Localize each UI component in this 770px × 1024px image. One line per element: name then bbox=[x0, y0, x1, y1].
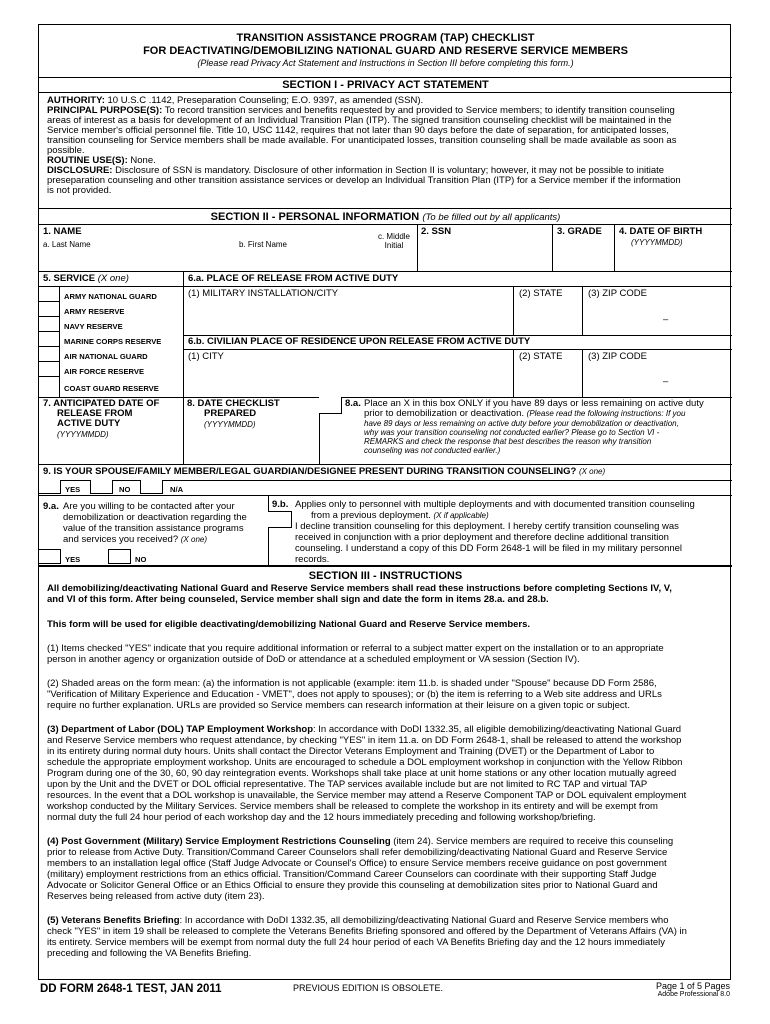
item9b-line3: I decline transition counseling for this deployment. I hereby certify transition counseling was bbox=[295, 521, 679, 532]
page-number: Page 1 of 5 Pages bbox=[655, 981, 730, 991]
instruction4-line2: prior to release from Active Duty. Transition/Command Career Counselors shall refer demobilizing/deactivating National Guard and Reserve Service bbox=[47, 847, 668, 858]
middle-initial-label-2: Initial bbox=[384, 241, 404, 250]
item8a-line2 bbox=[364, 409, 685, 420]
item9-no-label: NO bbox=[119, 485, 131, 494]
installation-input[interactable] bbox=[187, 302, 509, 332]
routine-label: ROUTINE USE(S): bbox=[47, 155, 128, 166]
item8a-line2-text: prior to demobilization or deactivation. bbox=[364, 408, 525, 419]
middle-initial-label-1: c. Middle bbox=[377, 232, 410, 241]
release-place-label: 6.a. PLACE OF RELEASE FROM ACTIVE DUTY bbox=[188, 273, 399, 284]
section2-title-text: SECTION II - PERSONAL INFORMATION bbox=[210, 211, 420, 223]
instruction2-line2: "Verification of Military Experience and Education - VMET", does not apply to spouses); or (b) the item is referring to a Web site address and URLs bbox=[47, 689, 662, 700]
last-name-label: a. Last Name bbox=[43, 240, 91, 249]
item9-question bbox=[43, 467, 605, 478]
instruction5-line3: its entirety. Service members will be exempt from normal duty the full 24 hour period of each VA Benefits Briefing day and the 12 hours immediately bbox=[47, 937, 665, 948]
civilian-place-label: 6.b. CIVILIAN PLACE OF RESIDENCE UPON RELEASE FROM ACTIVE DUTY bbox=[188, 336, 531, 347]
instruction3-line9: normal duty the full 24 hour period of each workshop day and the 12 hours immediately preceding and following workshop/briefing. bbox=[47, 812, 596, 823]
purpose-line2: areas of interest as a basis for development of an Individual Transition Plan (ITP). The signed transition counseling checklist will be maintained in the bbox=[47, 115, 672, 126]
divider bbox=[417, 224, 418, 271]
purpose-line3: Service member's official personnel file. Title 10, USC 1142, requires that not later than 90 days before the date of separation, for anticipated losses, bbox=[47, 125, 669, 136]
disclosure-line3: is not provided. bbox=[47, 185, 112, 196]
item9-na-checkbox[interactable] bbox=[140, 480, 163, 494]
ssn-input[interactable] bbox=[421, 251, 549, 269]
state-input-2[interactable] bbox=[517, 365, 579, 395]
divider bbox=[582, 349, 583, 397]
obsolete-notice: PREVIOUS EDITION IS OBSOLETE. bbox=[293, 983, 444, 993]
instruction5-line2: check "YES" in item 19 shall be released to complete the Veterans Benefits Briefing sponsored and offered by the Department of Veterans Affairs (VA) in bbox=[47, 926, 687, 937]
divider bbox=[268, 495, 269, 565]
item9-na-label: N/A bbox=[170, 485, 184, 494]
section3-title: SECTION III - INSTRUCTIONS bbox=[308, 570, 463, 582]
divider bbox=[39, 92, 732, 93]
section2-title-note: (To be filled out by all applicants) bbox=[422, 212, 561, 223]
item9b-checkbox[interactable] bbox=[268, 511, 292, 528]
item9b-line1: Applies only to personnel with multiple deployments and with documented transition counseling bbox=[295, 499, 695, 510]
item8a-line5: REMARKS and check the response that best describes the reason why transition bbox=[364, 437, 652, 446]
item9-text: 9. IS YOUR SPOUSE/FAMILY MEMBER/LEGAL GUARDIAN/DESIGNEE PRESENT DURING TRANSITION COUNSELING? bbox=[43, 466, 577, 477]
item9a-line1: Are you willing to be contacted after your bbox=[63, 501, 235, 512]
instruction2-line3: require no further explanation. URLs are provided so Service members can research information at their leisure on a given topic or subject. bbox=[47, 700, 630, 711]
grade-label: 3. GRADE bbox=[557, 226, 602, 237]
checkbox-army-national-guard[interactable] bbox=[39, 287, 60, 302]
item9b-line2-text: from a previous deployment. bbox=[311, 510, 431, 521]
item7-line2: RELEASE FROM bbox=[57, 408, 133, 419]
item9b-line2 bbox=[311, 511, 489, 522]
item9a-no-checkbox[interactable] bbox=[108, 549, 131, 564]
instruction3-line4: schedule the appropriate employment workshop. Units are encouraged to schedule a DOL employment workshop in conjunction with the Yellow Ribbon bbox=[47, 757, 683, 768]
divider bbox=[39, 77, 732, 78]
instruction3-line6: upon by the Unit and the DVET or DOL official representative. The TAP services available include but are not limited to RC TAP and virtual TAP bbox=[47, 779, 648, 790]
purpose-line5: possible. bbox=[47, 145, 85, 156]
dob-format: (YYYYMMDD) bbox=[631, 238, 683, 247]
divider bbox=[39, 224, 732, 225]
instruction3-line1 bbox=[47, 725, 681, 736]
instruction3-line3: in its entirety during normal duty hours. Units shall contact the Director Veterans Employment and Training (DVET) or the Department of Labor to bbox=[47, 746, 655, 757]
instruction1-line1: (1) Items checked "YES" indicate that you require additional information or referral to a subject matter expert on the installation or to an appropriate bbox=[47, 643, 664, 654]
divider bbox=[39, 464, 732, 465]
item9b-line4: received in conjunction with a prior deployment and therefore decline additional transition bbox=[295, 532, 669, 543]
item9a-note: (X one) bbox=[180, 535, 207, 544]
divider bbox=[183, 271, 184, 397]
authority-value: 10 U.S.C .1142, Preseparation Counseling; E.O. 9397, as amended (SSN). bbox=[107, 95, 424, 106]
divider bbox=[183, 286, 732, 287]
military-installation-label: (1) MILITARY INSTALLATION/CITY bbox=[188, 288, 339, 299]
purpose-line4: transition counseling for Service members shall be made available. For unanticipated losses, transition counseling shall be made available as soon as bbox=[47, 135, 677, 146]
item9-yes-label: YES bbox=[65, 485, 81, 494]
divider bbox=[183, 397, 184, 464]
form-id: DD FORM 2648-1 TEST, JAN 2011 bbox=[40, 983, 222, 995]
zip-label-2: (3) ZIP CODE bbox=[588, 351, 647, 362]
instruction4-line3: members to an installation legal office (Staff Judge Advocate or Counsel's Office) to ensure Service members receive guidance on post government bbox=[47, 858, 667, 869]
grade-input[interactable] bbox=[556, 251, 611, 269]
item8-format: (YYYYMMDD) bbox=[204, 420, 256, 429]
item9a-line2: demobilization or deactivation regarding the bbox=[63, 512, 247, 523]
ssn-label: 2. SSN bbox=[421, 226, 452, 237]
item9a-line4 bbox=[63, 535, 207, 546]
zip-dash: – bbox=[663, 314, 669, 325]
state-label-2: (2) STATE bbox=[519, 351, 563, 362]
instruction1-line2: person in another agency or organization outside of DoD or attendance at a scheduled employment or VA session (Section IV). bbox=[47, 654, 580, 665]
instruction4-heading: (4) Post Government (Military) Service Employment Restrictions Counseling bbox=[47, 836, 391, 847]
section3-intro-line1: All demobilizing/deactivating National Guard and Reserve Service members shall read these instructions before completing Sections IV, V, bbox=[47, 583, 672, 594]
form-title-line1: TRANSITION ASSISTANCE PROGRAM (TAP) CHECKLIST bbox=[236, 32, 535, 44]
instruction3-line2: and Reserve Service members who request attendance, by checking "YES" in item 11.a. on DD Form 2648-1, shall be released to attend the workshop bbox=[47, 735, 682, 746]
divider bbox=[39, 565, 732, 567]
item9-yes-checkbox[interactable] bbox=[38, 480, 61, 494]
instruction5-heading: (5) Veterans Benefits Briefing bbox=[47, 915, 180, 926]
checkbox-air-national-guard[interactable] bbox=[39, 347, 60, 362]
checkbox-army-reserve[interactable] bbox=[39, 302, 60, 317]
routine-value: None. bbox=[130, 155, 156, 166]
item9a-line4-text: and services you received? bbox=[63, 534, 179, 545]
instruction4-line1 bbox=[47, 837, 673, 848]
section1-title: SECTION I - PRIVACY ACT STATEMENT bbox=[282, 79, 489, 91]
item9-note: (X one) bbox=[578, 467, 606, 476]
instruction3-line8: workshop conducted by the Military Services. Service members shall be released to complete the workshop in its entirety and will be exempt from bbox=[47, 801, 658, 812]
state-input[interactable] bbox=[517, 302, 579, 332]
item8a-line1: Place an X in this box ONLY if you have 89 days or less remaining on active duty bbox=[364, 398, 704, 409]
instruction3-heading: (3) Department of Labor (DOL) TAP Employment Workshop bbox=[47, 724, 314, 735]
checkbox-navy-reserve[interactable] bbox=[39, 317, 60, 332]
authority-label: AUTHORITY: bbox=[47, 95, 105, 106]
service-option: MARINE CORPS RESERVE bbox=[64, 337, 162, 346]
instruction3-line1-text: : In accordance with DoDI 1332.35, all eligible demobilizing/deactivating National Guard bbox=[313, 724, 682, 735]
section3-eligibility: This form will be used for eligible deactivating/demobilizing National Guard and Reserve Service members. bbox=[47, 619, 531, 630]
section3-intro-line2: and VI of this form. After being counseled, Service member shall sign and date the form in items 28.a. and 28.b. bbox=[47, 594, 549, 605]
instruction4-line5: Advocate or Solicitor General Office or an Ethics Official to ensure they provide this counseling at demobilization sites prior to National Guard and bbox=[47, 880, 658, 891]
disclosure-label: DISCLOSURE: bbox=[47, 165, 113, 176]
name-label: 1. NAME bbox=[43, 226, 82, 237]
item8-line2: PREPARED bbox=[204, 408, 257, 419]
purpose-label: PRINCIPAL PURPOSE(S): bbox=[47, 105, 163, 116]
item9a-no-label: NO bbox=[135, 555, 147, 564]
service-option: ARMY NATIONAL GUARD bbox=[64, 292, 157, 301]
item7-line1: 7. ANTICIPATED DATE OF bbox=[43, 398, 160, 409]
state-label: (2) STATE bbox=[519, 288, 563, 299]
divider bbox=[614, 224, 615, 271]
dob-input[interactable] bbox=[618, 251, 728, 269]
disclosure-text: Disclosure of SSN is mandatory. Disclosure of other information in Section II is voluntary; however, it may not be possible to initiate bbox=[115, 165, 665, 176]
divider bbox=[39, 495, 732, 496]
divider bbox=[552, 224, 553, 271]
item9a-label: 9.a. bbox=[43, 501, 59, 512]
form-subtitle: (Please read Privacy Act Statement and Instructions in Section III before completing this form.) bbox=[197, 58, 574, 68]
purpose-text: To record transition services and benefits requested by and provided to Service members; to identify transition counseling bbox=[164, 105, 675, 116]
divider bbox=[513, 286, 514, 335]
item8a-label: 8.a. bbox=[345, 398, 361, 409]
instruction3-line5: Program during one of the 30, 60, 90 day reintegration events. Workshops shall take place at unit home stations or any other location mutually agreed bbox=[47, 768, 677, 779]
divider bbox=[39, 271, 732, 272]
item7-format: (YYYYMMDD) bbox=[57, 430, 109, 439]
city-label: (1) CITY bbox=[188, 351, 224, 362]
zip-dash-2: – bbox=[663, 376, 669, 387]
dob-label: 4. DATE OF BIRTH bbox=[619, 226, 703, 237]
item9a-yes-checkbox[interactable] bbox=[38, 549, 61, 564]
item9b-line2-note: (X if applicable) bbox=[433, 511, 489, 520]
section2-title bbox=[39, 211, 732, 224]
service-option: AIR FORCE RESERVE bbox=[64, 367, 145, 376]
checkbox-marine-corps-reserve[interactable] bbox=[39, 332, 60, 347]
divider bbox=[513, 349, 514, 397]
instruction4-line4: (military) employment restrictions from an ethics official. Transition/Command Career Counselors can coordinate with their supporting Staff Judge bbox=[47, 869, 657, 880]
service-note: (X one) bbox=[97, 273, 129, 284]
city-input[interactable] bbox=[187, 365, 509, 395]
instruction2-line1: (2) Shaded areas on the form mean: (a) the information is not applicable (example: item 11.b. is shaded under "Spouse" because DD Form 2586, bbox=[47, 678, 657, 689]
item8a-line2-note: (Please read the following instructions: If you bbox=[526, 409, 686, 418]
item9b-line6: records. bbox=[295, 554, 330, 565]
instruction5-line1-text: : In accordance with DoDI 1332.35, all demobilizing/deactivating National Guard and Reserve Service members who bbox=[179, 915, 669, 926]
service-option: COAST GUARD RESERVE bbox=[64, 384, 159, 393]
service-label-text: 5. SERVICE bbox=[43, 273, 96, 284]
instruction4-line1-text: (item 24). Service members are required to receive this counseling bbox=[390, 836, 674, 847]
first-name-label: b. First Name bbox=[239, 240, 288, 249]
divider bbox=[39, 286, 183, 287]
checkbox-air-force-reserve[interactable] bbox=[39, 362, 60, 377]
item9b-label: 9.b. bbox=[272, 499, 289, 510]
item8a-line6: counseling was not conducted earlier.) bbox=[364, 446, 501, 455]
divider bbox=[183, 349, 732, 350]
item8a-line3: have 89 days or less remaining on active duty before your demobilization or deactivation, bbox=[364, 419, 679, 428]
instruction3-line7: resources. In the event that a DOL workshop is unavailable, the Service member may attend a Reserve Component TAP or DOL equivalent employment bbox=[47, 790, 687, 801]
item9b-line5: counseling. I understand a copy of this DD Form 2648-1 will be filed in my military personnel bbox=[295, 543, 683, 554]
disclosure-line2: preseparation counseling and other transition assistance services or develop an Individual Transition Plan (ITP) for a Service member if the information bbox=[47, 175, 681, 186]
item8a-line4: why was your transition counseling not conducted earlier? Please go to Section VI - bbox=[364, 428, 660, 437]
zip-label: (3) ZIP CODE bbox=[588, 288, 647, 299]
item8a-checkbox[interactable] bbox=[319, 397, 342, 414]
item9a-line3: value of the transition assistance programs bbox=[63, 523, 244, 534]
service-option: ARMY RESERVE bbox=[64, 307, 125, 316]
instruction5-line1 bbox=[47, 916, 669, 927]
item9-no-checkbox[interactable] bbox=[90, 480, 113, 494]
item7-line3: ACTIVE DUTY bbox=[57, 418, 121, 429]
instruction5-line4: preceding and following the VA Benefits Briefing. bbox=[47, 948, 252, 959]
divider bbox=[582, 286, 583, 335]
item8-line1: 8. DATE CHECKLIST bbox=[187, 398, 280, 409]
form-page bbox=[38, 24, 731, 980]
divider bbox=[39, 208, 732, 209]
item9a-yes-label: YES bbox=[65, 555, 81, 564]
checkbox-coast-guard-reserve[interactable] bbox=[39, 377, 60, 397]
service-option: AIR NATIONAL GUARD bbox=[64, 352, 148, 361]
service-option: NAVY RESERVE bbox=[64, 322, 123, 331]
form-title-line2: FOR DEACTIVATING/DEMOBILIZING NATIONAL GUARD AND RESERVE SERVICE MEMBERS bbox=[143, 45, 628, 57]
software-note: Adobe Professional 8.0 bbox=[657, 991, 730, 998]
instruction4-line6: Reserves being released from active duty (item 23). bbox=[47, 891, 265, 902]
name-input[interactable] bbox=[43, 251, 413, 269]
service-label bbox=[43, 274, 129, 285]
